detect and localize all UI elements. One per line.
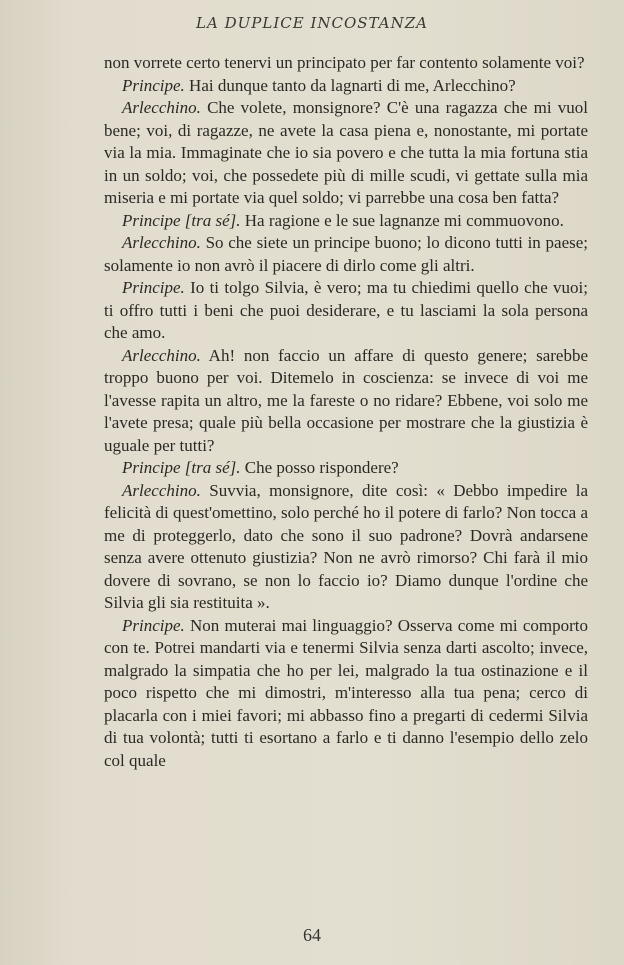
paragraph-7 (104, 457, 588, 480)
paragraph-text: Non muterai mai linguaggio? Osserva come mi comporto con te. Potrei mandarti via e tenermi Silvia senza darti ascolto; invece, malgrado la simpatia che ho per lei, malgrado la tua ostinazione e il poco rispetto che mi dimostri, m'interesso alla tua pena; cerco di placarla con i miei favori; mi abbasso fino a pregarti di cedermi Silvia di tua volontà; tutti ti esortano a farlo e ti danno l'esempio dello zelo col quale (104, 615, 589, 770)
paragraph-6 (104, 345, 588, 458)
paragraph-text: Che volete, monsignore? C'è una ragazza che mi vuol bene; voi, di ragazze, ne avete la casa piena e, nonostante, mi portate via la mia. Immaginate che io sia povero e che tutta la mia fortuna stia in un soldo; voi, che possedete più di mille scudi, vi gettate sulla mia miseria e mi portate via quel soldo; vi parrebbe una cosa ben fatta? (104, 98, 588, 207)
paragraph-0 (104, 52, 588, 75)
paragraph-text: Che posso rispondere? (244, 458, 399, 477)
speaker-name: Arlecchino. (122, 345, 201, 365)
paragraph-text: Ah! non faccio un affare di questo genere; sarebbe troppo buono per voi. Ditemelo in coscienza: se invece di voi me l'avesse rapita un altro, me la fareste o no ridare? Ebbene, voi solo me l'avete presa; quale più bella occasione per mostrare che la giustizia è uguale per tutti? (104, 345, 589, 455)
paragraph-9 (104, 615, 588, 773)
running-header: LA DUPLICE INCOSTANZA (196, 14, 428, 32)
paragraph-text: Ha ragione e le sue lagnanze mi commuovono. (244, 210, 564, 230)
paragraph-1 (104, 75, 588, 98)
paragraph-text: Suvvia, monsignore, dite così: « Debbo impedire la felicità di quest'omettino, solo perché ho il potere di farlo? Non tocca a me di proteggerlo, dato che sono il suo padrone? Dovrà andarsene senza avere ottenuto giustizia? Non ne avrò rimorso? Chi farà il mio dovere di sovrano, se non lo faccio io? Diamo dunque l'ordine che Silvia gli sia restituita ». (104, 480, 589, 612)
speaker-name: Principe (122, 458, 181, 477)
paragraph-5 (104, 277, 588, 345)
stage-direction: [tra sé]. (184, 210, 241, 230)
paragraph-text: non vorrete certo tenervi un principato per far contento solamente voi? (104, 53, 585, 72)
paragraph-text: Io ti tolgo Silvia, è vero; ma tu chiedimi quello che vuoi; ti offro tutti i beni che puoi desiderare, e tu lasciami la sola persona che amo. (104, 278, 588, 342)
speaker-name: Principe. (122, 75, 185, 95)
paragraph-4 (104, 232, 588, 277)
speaker-name: Principe. (122, 278, 185, 297)
speaker-name: Arlecchino. (122, 480, 201, 500)
speaker-name: Principe. (122, 615, 185, 635)
speaker-name: Principe (122, 210, 181, 230)
stage-direction: [tra sé]. (184, 458, 241, 477)
paragraph-8 (104, 480, 588, 615)
page-number: 64 (303, 925, 321, 945)
paragraph-text: Hai dunque tanto da lagnarti di me, Arlecchino? (189, 75, 516, 95)
paragraph-2 (104, 97, 588, 210)
body-text (104, 52, 588, 772)
paragraph-text: So che siete un principe buono; lo dicono tutti in paese; solamente io non avrò il piacere di dirlo come gli altri. (104, 233, 589, 275)
paragraph-3 (104, 210, 588, 233)
speaker-name: Arlecchino. (122, 98, 201, 117)
speaker-name: Arlecchino. (122, 233, 201, 252)
